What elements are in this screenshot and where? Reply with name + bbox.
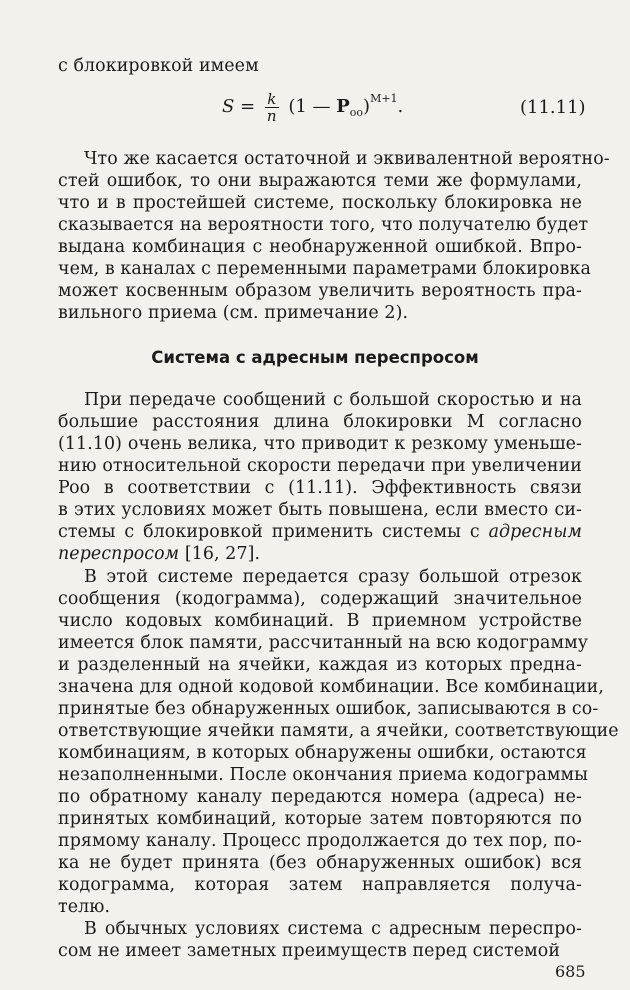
para2-line: При передаче сообщений с большой скоростью и на: [84, 390, 582, 410]
para2-line8-ref: [16, 27].: [179, 544, 261, 564]
para3-line: число кодовых комбинаций. В приемном устройстве: [58, 611, 582, 631]
para3-line: комбинациям, в которых обнаружены ошибки, остаются: [58, 743, 587, 763]
intro-line: с блокировкой имеем: [58, 56, 259, 76]
para3-line: и разделенный на ячейки, каждая из которых предна-: [58, 655, 582, 675]
para3-line: значена для одной кодовой комбинации. Все комбинации,: [58, 677, 604, 697]
para3-line: имеется блок памяти, рассчитанный на всю кодограмму: [58, 633, 589, 653]
formula-equals: =: [240, 96, 256, 117]
para4-line: сом не имеет заметных преимуществ перед системой: [58, 941, 561, 961]
para3-line: ка не будет принята (без обнаруженных ошибок) вся: [58, 853, 582, 873]
para3-line: телю.: [58, 897, 111, 917]
para3-line: сообщения (кодограмма), содержащий значительное: [58, 589, 582, 609]
formula-paren-open: (1 —: [288, 96, 337, 117]
page-number: 685: [555, 962, 586, 981]
para3-line: принятых комбинаций, которые затем повторяются по: [58, 809, 582, 829]
para1-line: вильного приема (см. примечание 2).: [58, 303, 409, 323]
para3-line: прямому каналу. Процесс продолжается до тех пор, по-: [58, 831, 582, 851]
para1-line: Что же касается остаточной и эквивалентной вероятно-: [84, 149, 610, 169]
italic-term-addressed: адресным: [488, 522, 582, 542]
italic-term-rerequest: переспросом: [58, 544, 180, 564]
para1-line: сказывается на вероятности того, что получателю будет: [58, 215, 589, 235]
formula-lhs: S: [222, 96, 235, 117]
para3-line: В этой системе передается сразу большой отрезок: [84, 567, 582, 587]
para4-line: В обычных условиях система с адресным переспро-: [84, 919, 582, 939]
section-heading: Система с адресным переспросом: [151, 348, 479, 367]
para2-line: нию относительной скорости передачи при увеличении: [58, 456, 582, 476]
para2-line: Poo в соответствии с (11.11). Эффективность связи: [58, 478, 582, 498]
para2-line: большие расстояния длина блокировки M согласно: [58, 412, 582, 432]
fraction-numerator: k: [265, 91, 279, 108]
formula-fraction: [265, 91, 279, 124]
para1-line: чем, в каналах с переменными параметрами блокировка: [58, 259, 591, 279]
para3-line: принятые без обнаруженных ошибок, записываются в со-: [58, 699, 599, 719]
para1-line: что и в простейшей системе, поскольку блокировка не: [58, 193, 582, 213]
formula-superscript: M+1: [370, 92, 398, 105]
para2-line7-text: стемы с блокировкой применить системы с: [58, 522, 489, 542]
para3-line: ответствующие ячейки памяти, а ячейки, соответствующие: [58, 721, 619, 741]
formula-dot: .: [397, 96, 404, 117]
formula-paren-close: ): [363, 96, 371, 117]
para2-line: (11.10) очень велика, что приводит к резкому уменьше-: [58, 434, 582, 454]
formula-bold-p: P: [336, 96, 350, 117]
para1-line: может косвенным образом увеличить вероятность пра-: [58, 281, 582, 301]
para2-line: в этих условиях может быть повышена, если вместо си-: [58, 500, 582, 520]
para1-line: стей ошибок, то они выражаются теми же формулами,: [58, 171, 582, 191]
para3-line: незаполненными. После окончания приема кодограммы: [58, 765, 589, 785]
para2-line: [58, 543, 582, 565]
para3-line: кодограмма, которая затем направляется получа-: [58, 875, 582, 895]
para3-line: по обратному каналу передаются номера (адреса) не-: [58, 787, 582, 807]
formula-subscript: oo: [349, 106, 364, 119]
fraction-denominator: n: [266, 106, 277, 125]
para1-line: выдана комбинация с необнаруженной ошибкой. Впро-: [58, 237, 582, 257]
para2-line: [58, 521, 582, 543]
equation-11-11: [222, 88, 403, 128]
equation-number: (11.11): [520, 97, 586, 118]
